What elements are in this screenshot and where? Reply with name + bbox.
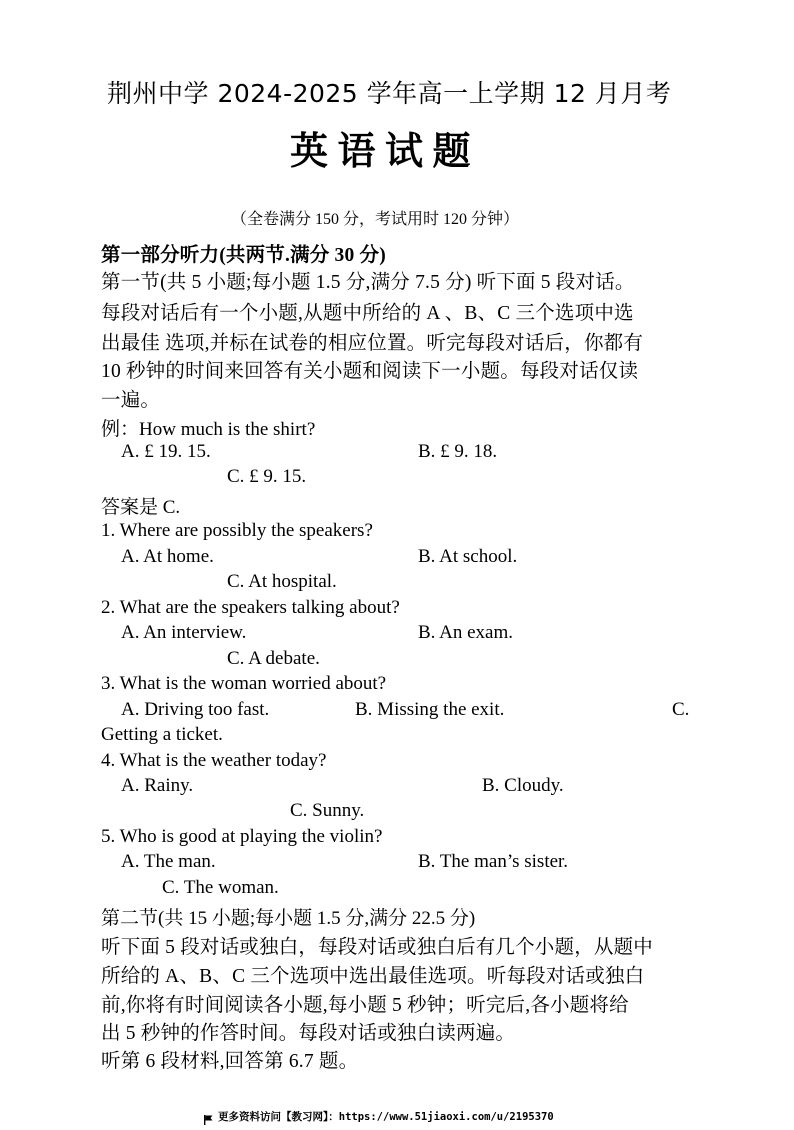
option-c: C. Sunny.	[290, 800, 365, 821]
example-option-c: C. £ 9. 15.	[227, 466, 307, 487]
option-c: C. The woman.	[162, 877, 279, 898]
question-text: 5. Who is good at playing the violin?	[101, 826, 383, 847]
section1-line: 10 秒钟的时间来回答有关小题和阅读下一小题。每段对话仅读	[101, 361, 639, 382]
option-b: B. At school.	[418, 546, 518, 567]
section1-line: 第一节(共 5 小题;每小题 1.5 分,满分 7.5 分) 听下面 5 段对话。	[101, 272, 635, 293]
option-c-text: Getting a ticket.	[101, 724, 223, 745]
question-text: 2. What are the speakers talking about?	[101, 597, 400, 618]
question-text: 1. Where are possibly the speakers?	[101, 520, 373, 541]
option-a: A. An interview.	[121, 622, 247, 643]
question-text: 3. What is the woman worried about?	[101, 673, 387, 694]
section1-line: 出最佳 选项,并标在试卷的相应位置。听完每段对话后，你都有	[101, 333, 644, 354]
option-a: A. The man.	[121, 851, 216, 872]
option-c-label: C.	[672, 699, 690, 720]
question-text: 4. What is the weather today?	[101, 750, 327, 771]
footer	[204, 1109, 554, 1124]
flag-icon	[204, 1112, 213, 1122]
exam-note: （全卷满分 150 分，考试用时 120 分钟）	[231, 211, 520, 228]
example-question: 例：How much is the shirt?	[101, 419, 316, 440]
part1-heading: 第一部分听力(共两节.满分 30 分)	[101, 245, 386, 266]
section2-line: 前,你将有时间阅读各小题,每小题 5 秒钟；听完后,各小题将给	[101, 995, 629, 1016]
section1-line: 一遍。	[101, 390, 161, 411]
example-answer: 答案是 C.	[101, 497, 181, 518]
option-b: B. The man’s sister.	[418, 851, 569, 872]
section2-line: 听下面 5 段对话或独白，每段对话或独白后有几个小题，从题中	[101, 937, 654, 958]
option-b: B. Missing the exit.	[355, 699, 505, 720]
section2-heading: 第二节(共 15 小题;每小题 1.5 分,满分 22.5 分)	[101, 908, 476, 929]
example-option-a: A. £ 19. 15.	[121, 441, 211, 462]
section2-line: 所给的 A、B、C 三个选项中选出最佳选项。听每段对话或独白	[101, 966, 645, 987]
example-option-b: B. £ 9. 18.	[418, 441, 498, 462]
option-b: B. An exam.	[418, 622, 513, 643]
footer-link[interactable]: 更多资料访问【教习网】：https://www.51jiaoxi.com/u/2195370	[218, 1111, 554, 1123]
subject-title: 英 语 试 题	[290, 131, 471, 173]
option-c: C. At hospital.	[227, 571, 337, 592]
option-a: A. Rainy.	[121, 775, 194, 796]
section1-line: 每段对话后有一个小题,从题中所给的 A 、B、C 三个选项中选	[101, 303, 634, 324]
section2-last-line: 听第 6 段材料,回答第 6.7 题。	[101, 1051, 359, 1072]
option-a: A. At home.	[121, 546, 214, 567]
page-title: 荆州中学 2024-2025 学年高一上学期 12 月月考	[107, 79, 672, 108]
option-c: C. A debate.	[227, 648, 320, 669]
option-b: B. Cloudy.	[482, 775, 564, 796]
option-a: A. Driving too fast.	[121, 699, 270, 720]
section2-line: 出 5 秒钟的作答时间。每段对话或独白读两遍。	[101, 1023, 516, 1044]
